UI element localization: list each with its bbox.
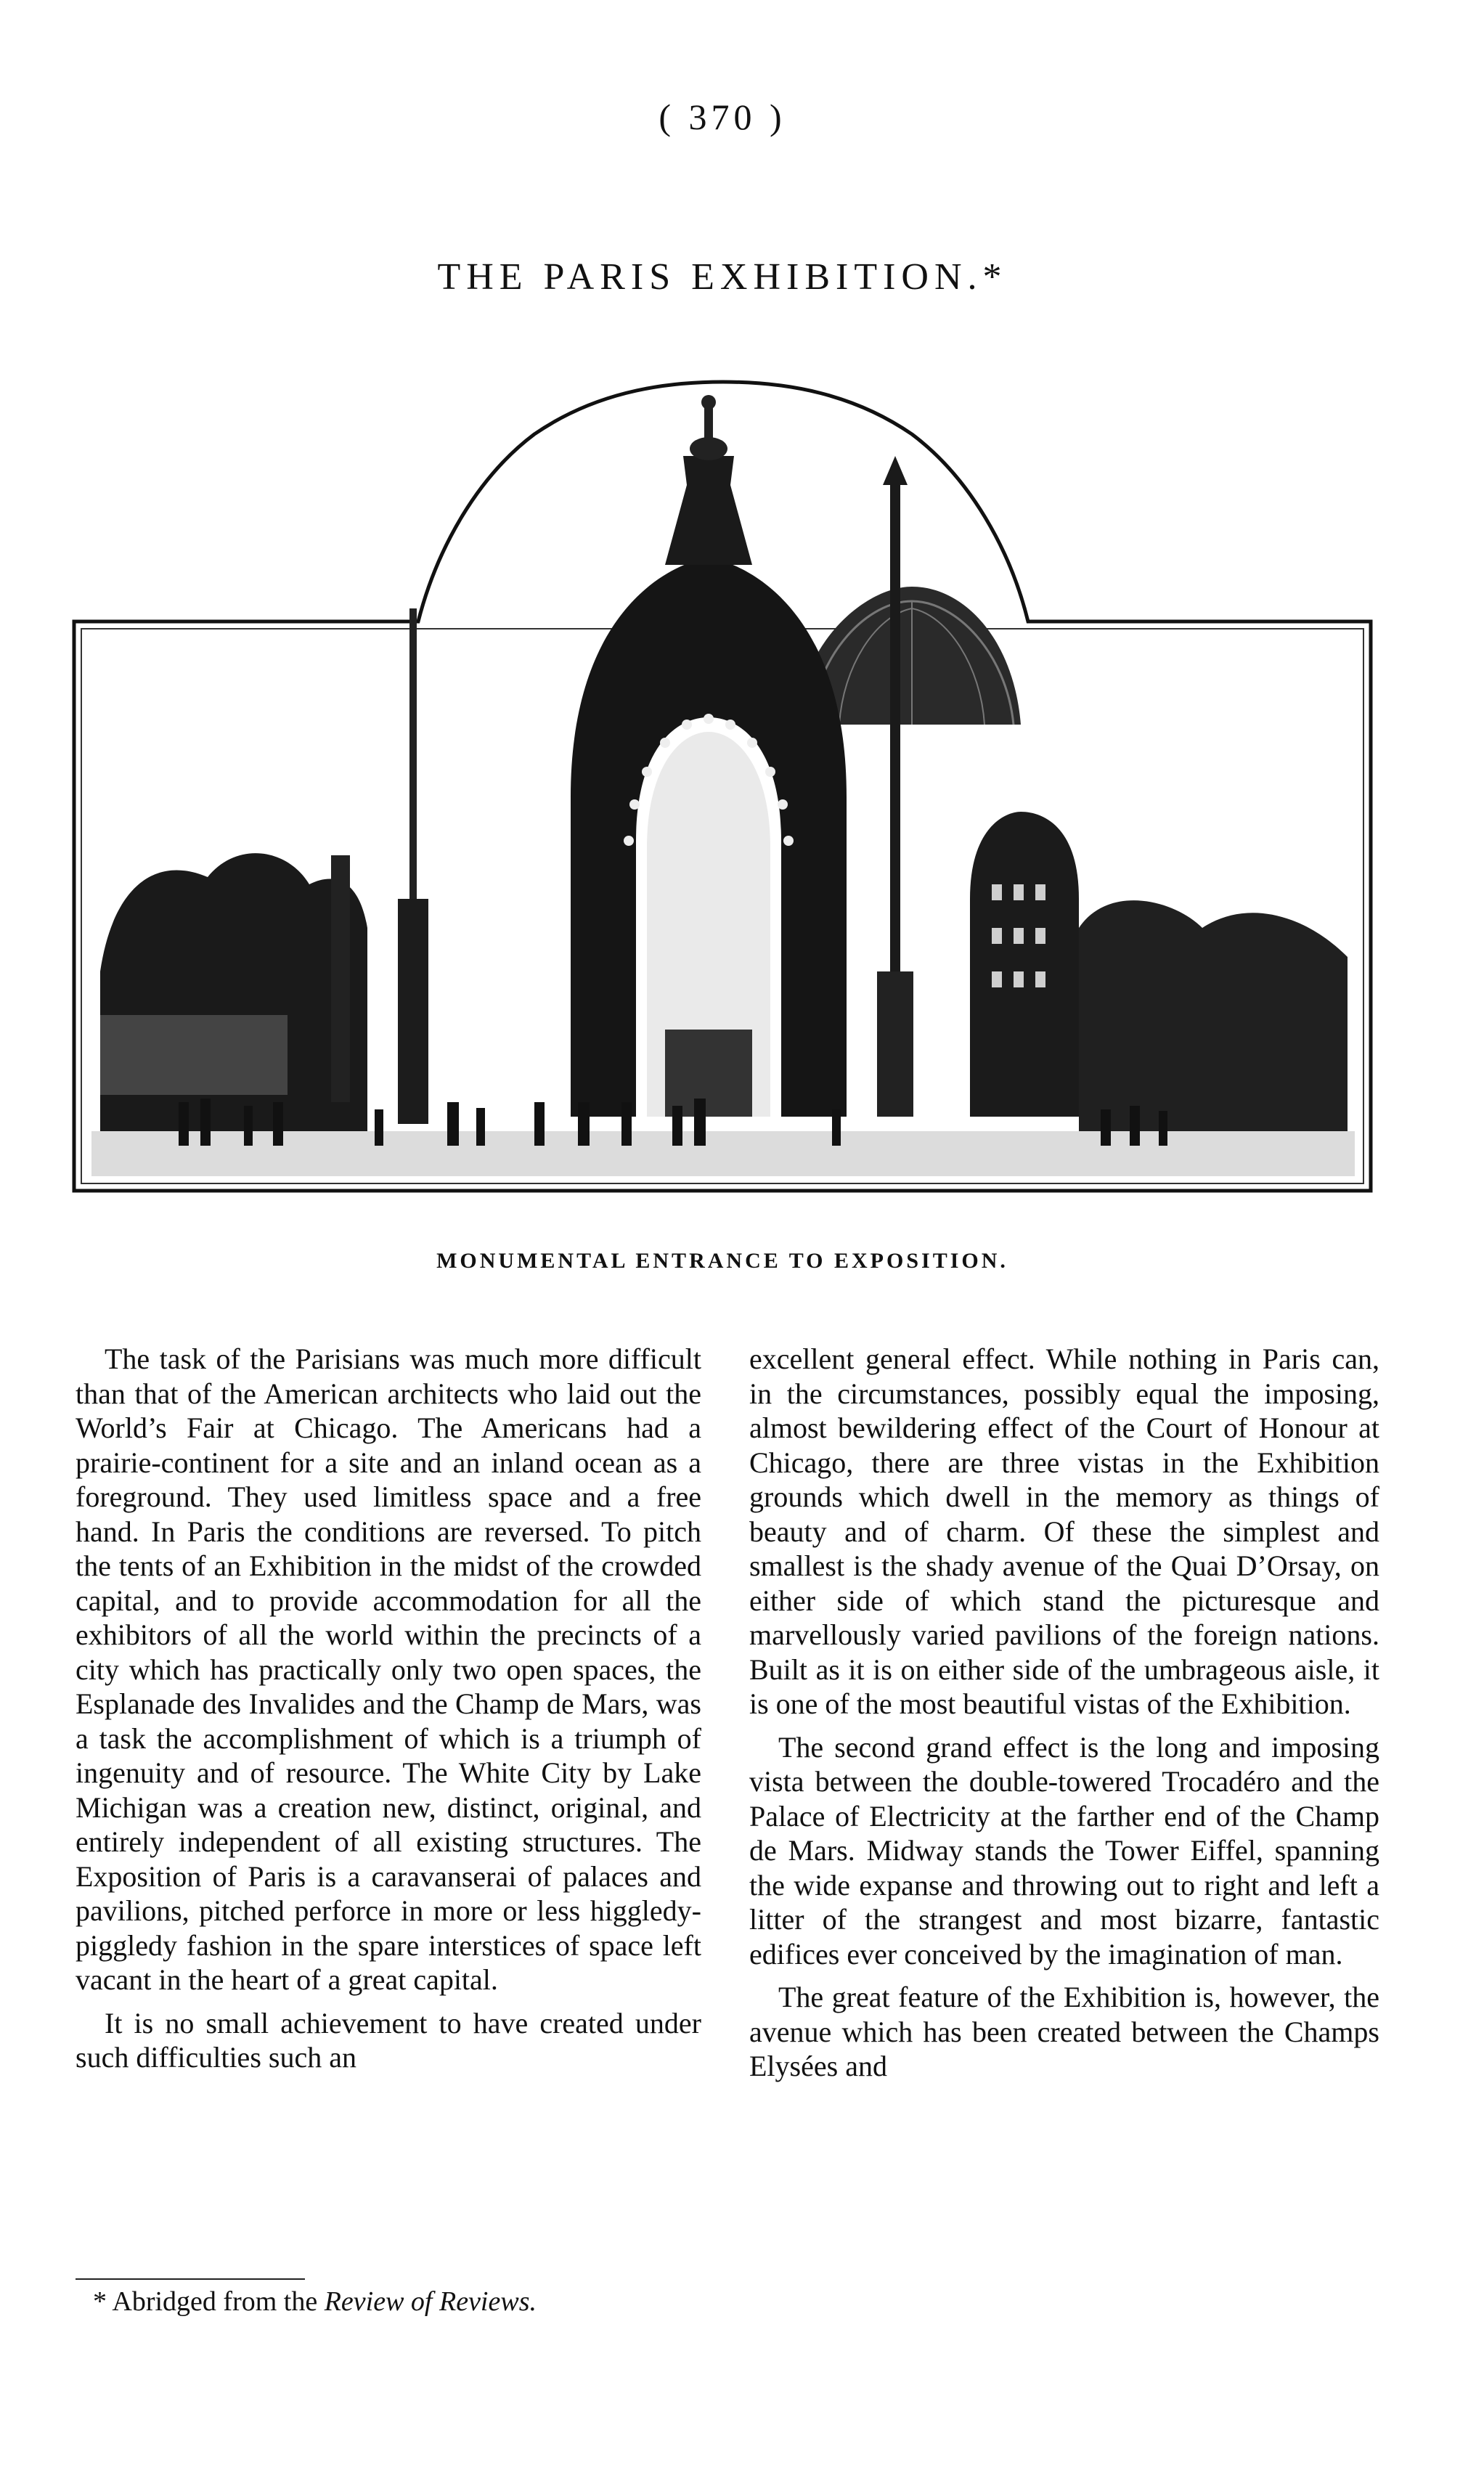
- figure-caption: MONUMENTAL ENTRANCE TO EXPOSITION.: [436, 1249, 1008, 1273]
- illustration: [70, 376, 1375, 1195]
- article-title: THE PARIS EXHIBITION.*: [437, 256, 1008, 298]
- page-number: ( 370 ): [659, 97, 786, 137]
- paragraph: The second grand effect is the long and imposing vista between the double-towered Trocadéro and the Palace of Electricity at the farther end of the Champ de Mars. Midway stands the Tower Eiffel, spanning the wide expanse and throwing out to right and left a litter of the strangest and most bizarre, fantastic edifices ever conceived by the imagination of man.: [749, 1730, 1379, 1971]
- footnote-divider: [76, 2278, 305, 2280]
- paragraph: The task of the Parisians was much more difficult than that of the American architects who laid out the World’s Fair at Chicago. The Americans had a prairie-continent for a site and an inland ocean as a foreground. They used limitless space and a free hand. In Paris the conditions are reversed. To pitch the tents of an Exhibition in the midst of the crowded capital, and to provide accommodation for all the exhibitors of all the world within the precincts of a city which has practically only two open spaces, the Esplanade des Invalides and the Champ de Mars, was a task the accomplishment of which is a triumph of ingenuity and of resource. The White City by Lake Michigan was a creation new, distinct, original, and entirely independent of all existing structures. The Exposition of Paris is a caravanserai of palaces and pavilions, pitched perforce in more or less higgledy-piggledy fashion in the spare interstices of space left vacant in the heart of a great capital.: [76, 1342, 701, 1996]
- monumental-entrance-engraving: [70, 376, 1375, 1195]
- article-column-right: [749, 1342, 1379, 2084]
- paragraph: It is no small achievement to have created under such difficulties such an: [76, 2006, 701, 2074]
- footnote-source: Review of Reviews.: [324, 2286, 537, 2317]
- footnote-text: * Abridged from the: [93, 2286, 325, 2317]
- paragraph: excellent general effect. While nothing in Paris can, in the circumstances, possibly equal the imposing, almost bewildering effect of the Court of Honour at Chicago, there are three vistas in the Exhibition grounds which dwell in the memory as things of beauty and of charm. Of these the simplest and smallest is the shady avenue of the Quai D’Orsay, on either side of which stand the picturesque and marvellously varied pavilions of the foreign nations. Built as it is on either side of the umbrageous aisle, it is one of the most beautiful vistas of the Exhibition.: [749, 1342, 1379, 1720]
- article-column-left: [76, 1342, 701, 2075]
- paragraph: The great feature of the Exhibition is, however, the avenue which has been created between the Champs Elysées and: [749, 1981, 1379, 2082]
- footnote: [93, 2286, 717, 2318]
